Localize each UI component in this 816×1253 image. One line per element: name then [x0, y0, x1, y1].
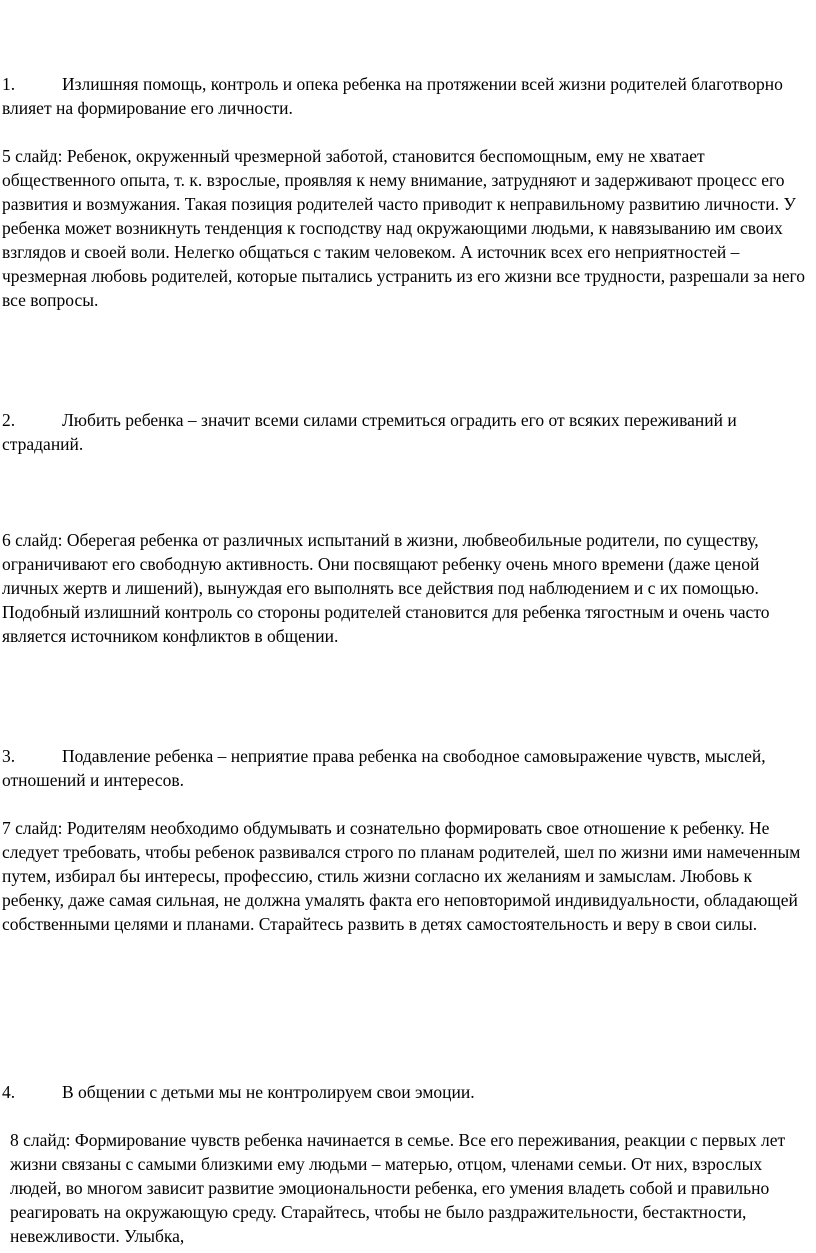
slide-paragraph-8: 8 слайд: Формирование чувств ребенка начинается в семье. Все его переживания, реакции с первых лет жизни связаны с самыми близкими ему людьми – матерью, отцом, членами семьи. От них, взрослых людей, во многом зависит развитие эмоциональности ребенка, его умения владеть собой и правильно реагировать на окружающую среду. Старайтесь, чтобы не было раздражительности, бестактности, невежливости. Улыбка,	[10, 1130, 786, 1246]
numbered-item-2	[2, 408, 814, 456]
numbered-item-1	[2, 72, 814, 120]
item-number: 3.	[2, 746, 16, 766]
item-text: В общении с детьми мы не контролируем свои эмоции.	[62, 1082, 475, 1102]
numbered-item-4	[2, 1080, 814, 1104]
numbered-item-3	[2, 744, 814, 792]
slide-paragraph-6: 6 слайд: Оберегая ребенка от различных испытаний в жизни, любвеобильные родители, по существу, ограничивают его свободную активность. Они посвящают ребенку очень много времени (даже ценой личных жертв и лишений), вынуждая его выполнять все действия под наблюдением и с их помощью. Подобный излишний контроль со стороны родителей становится для ребенка тягостным и очень часто является источником конфликтов в общении.	[2, 530, 770, 646]
item-number: 2.	[2, 410, 16, 430]
slide-paragraph-5: 5 слайд: Ребенок, окруженный чрезмерной заботой, становится беспомощным, ему не хватает общественного опыта, т. к. взрослые, проявляя к нему внимание, затрудняют и задерживают процесс его развития и возмужания. Такая позиция родителей часто приводит к неправильному развитию личности. У ребенка может возникнуть тенденция к господству над окружающими людьми, к навязыванию им своих взглядов и своей воли. Нелегко общаться с таким человеком. А источник всех его неприятностей – чрезмерная любовь родителей, которые пытались устранить из его жизни все трудности, разрешали за него все вопросы.	[2, 146, 805, 310]
item-number: 4.	[2, 1082, 16, 1102]
item-text: Любить ребенка – значит всеми силами стремиться оградить его от всяких переживаний и страданий.	[2, 410, 737, 454]
slide-paragraph-7: 7 слайд: Родителям необходимо обдумывать и сознательно формировать свое отношение к ребенку. Не следует требовать, чтобы ребенок развивался строго по планам родителей, шел по жизни ими намеченным путем, избирал бы интересы, профессию, стиль жизни согласно их желаниям и замыслам. Любовь к ребенку, даже самая сильная, не должна умалять факта его неповторимой индивидуальности, обладающей собственными целями и планами. Старайтесь развить в детях самостоятельность и веру в свои силы.	[2, 818, 801, 934]
item-text: Подавление ребенка – неприятие права ребенка на свободное самовыражение чувств, мыслей, отношений и интересов.	[2, 746, 766, 790]
item-number: 1.	[2, 74, 16, 94]
item-text: Излишняя помощь, контроль и опека ребенка на протяжении всей жизни родителей благотворно влияет на формирование его личности.	[2, 74, 783, 118]
